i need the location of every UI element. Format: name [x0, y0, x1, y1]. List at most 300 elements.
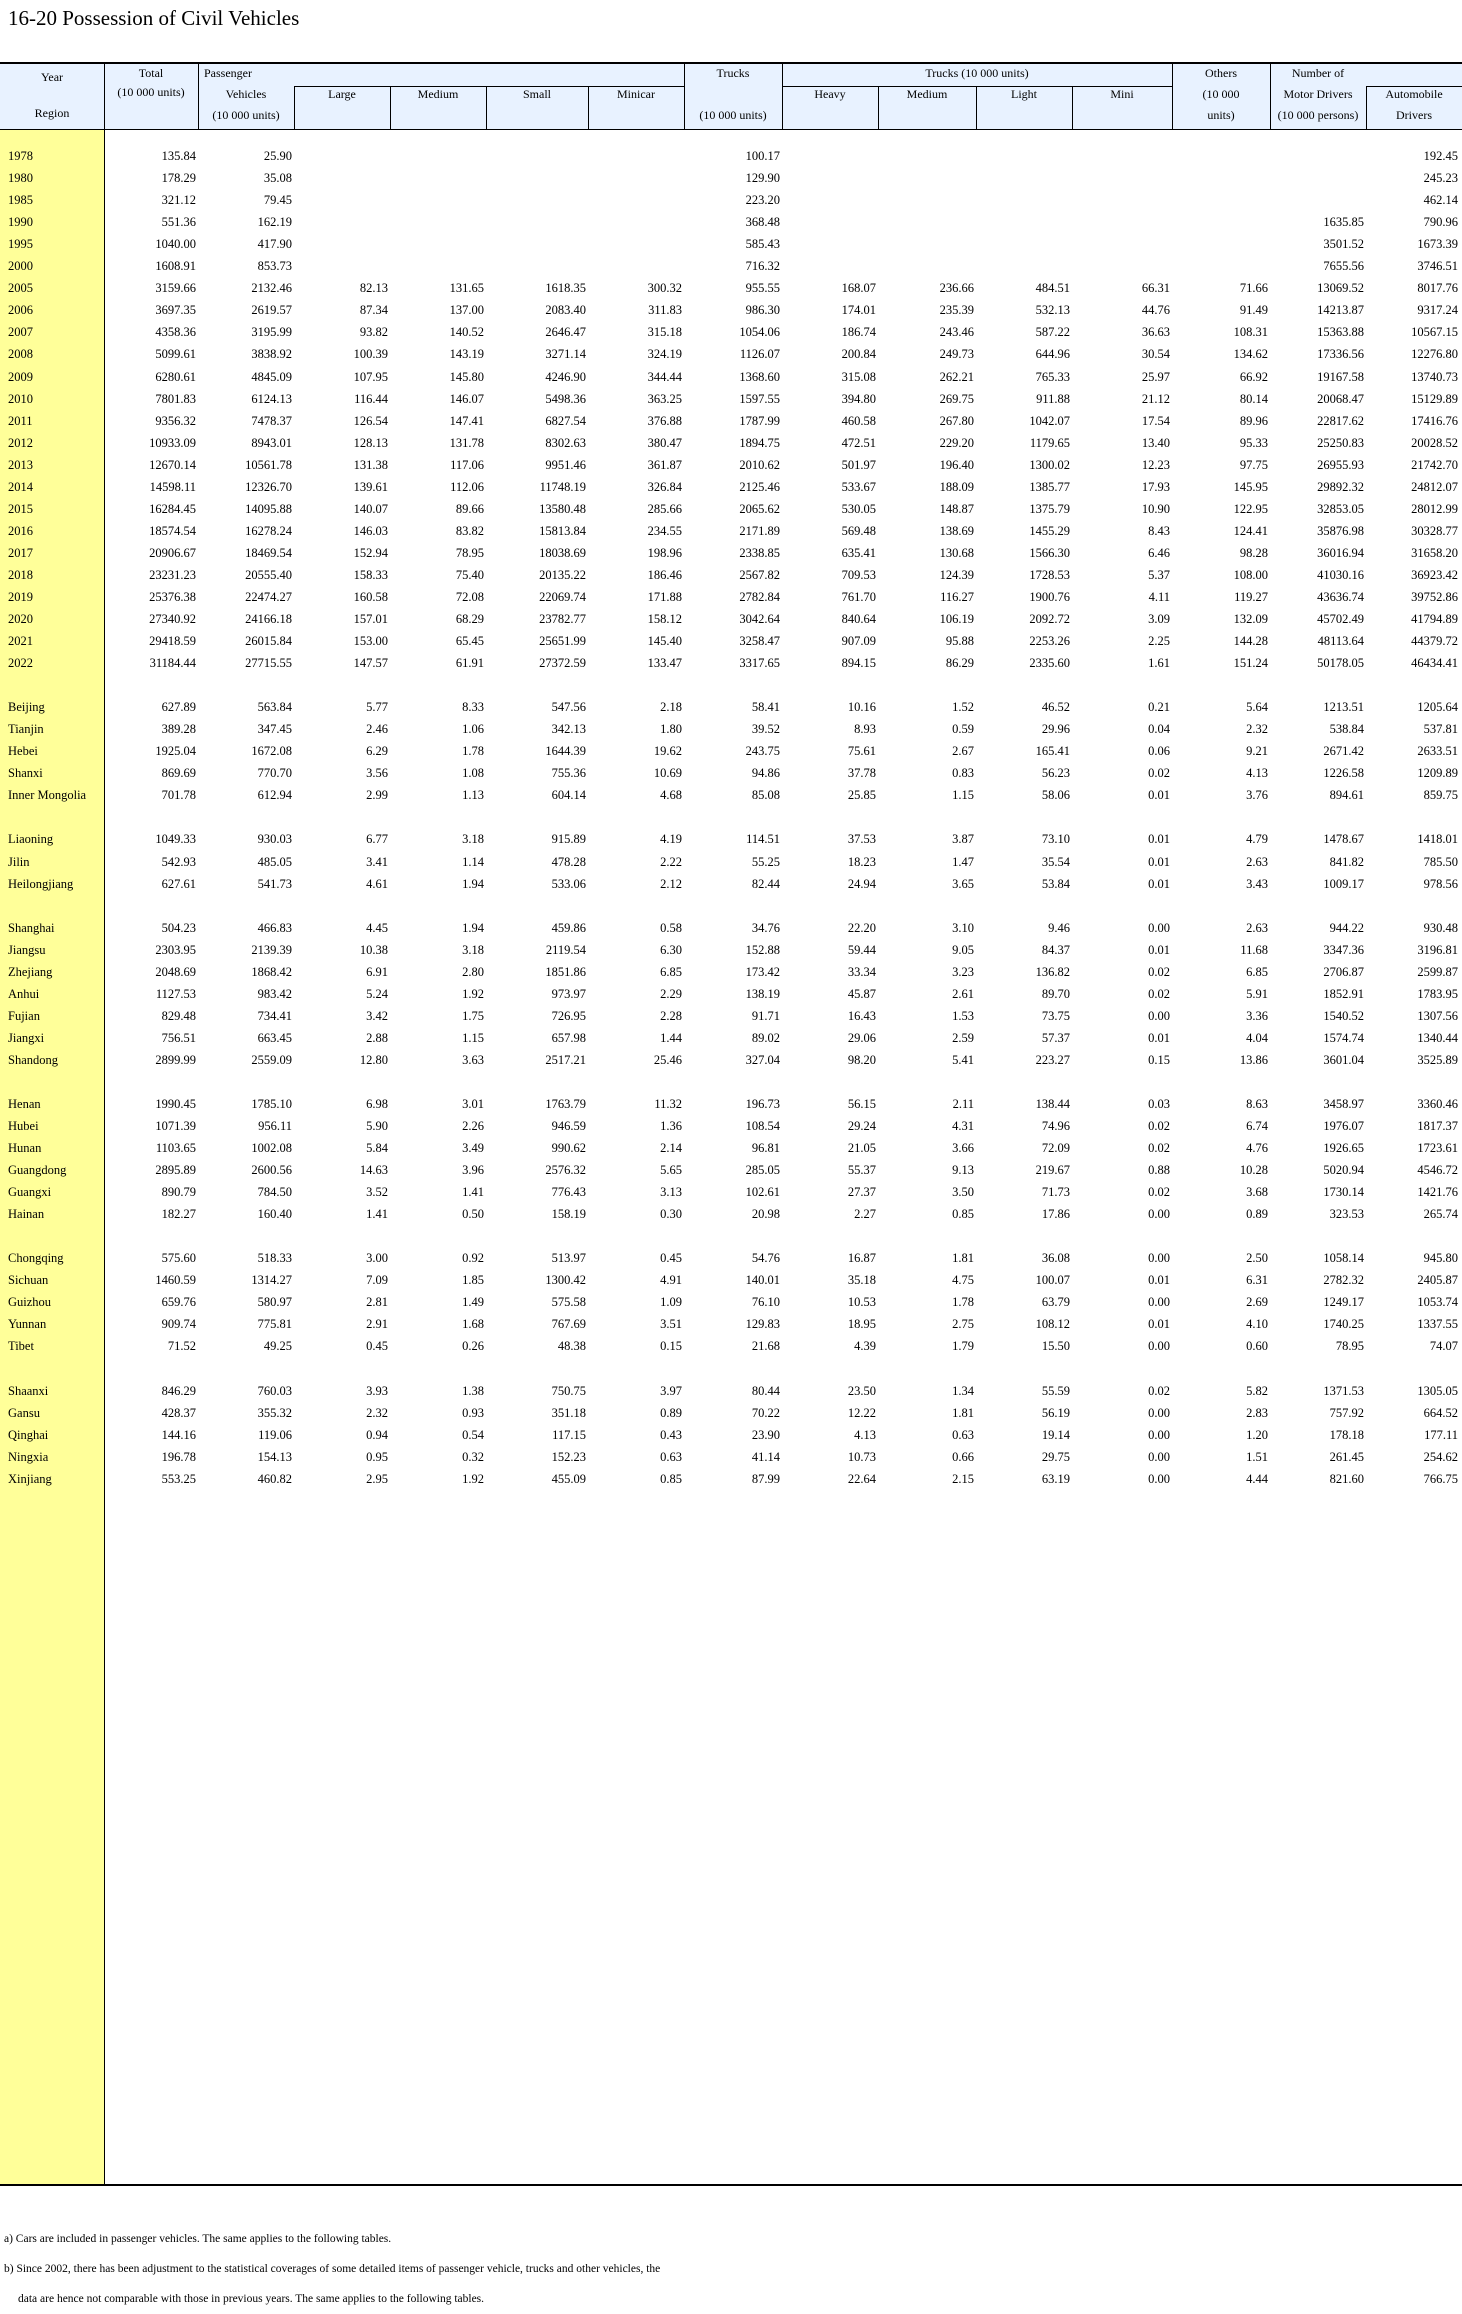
cell-trucks: 2782.84	[739, 590, 780, 604]
cell-small: 973.97	[551, 986, 586, 1001]
row-label: Shandong	[8, 1052, 58, 1067]
cell-automobile-drivers: 3746.51	[1417, 259, 1458, 274]
cell-mini: 8.43	[1148, 523, 1170, 538]
cell-light: 58.06	[1041, 788, 1070, 803]
cell-mini: 0.00	[1148, 1405, 1170, 1420]
cell-large: 14.63	[359, 1163, 388, 1178]
header-passenger-medium: Medium	[417, 87, 459, 101]
header-trucks-group: Trucks (10 000 units)	[925, 66, 1029, 80]
cell-motor-drivers: 5020.94	[1323, 1163, 1364, 1178]
cell-light: 532.13	[1035, 303, 1070, 318]
cell-heavy: 56.15	[847, 1096, 876, 1111]
cell-heavy: 2.27	[854, 1207, 876, 1222]
cell-large: 0.94	[366, 1427, 388, 1442]
header-bottom-border	[0, 129, 1462, 130]
cell-truck-medium: 0.83	[952, 766, 974, 781]
cell-minicar: 234.55	[647, 523, 682, 538]
cell-heavy: 75.61	[847, 744, 876, 759]
row-label: 2000	[8, 259, 33, 274]
cell-truck-medium: 9.13	[952, 1163, 974, 1178]
cell-others: 2.63	[1246, 854, 1268, 869]
cell-passenger: 485.05	[257, 854, 292, 869]
cell-mini: 0.01	[1148, 832, 1170, 847]
cell-medium: 0.93	[462, 1405, 484, 1420]
cell-passenger: 347.45	[257, 722, 292, 737]
cell-others: 2.83	[1246, 1405, 1268, 1420]
cell-others: 2.69	[1246, 1295, 1268, 1310]
cell-trucks: 2065.62	[739, 501, 780, 516]
cell-total: 575.60	[161, 1251, 196, 1266]
cell-automobile-drivers: 15129.89	[1411, 391, 1458, 406]
cell-others: 8.63	[1246, 1096, 1268, 1111]
cell-heavy: 10.53	[847, 1295, 876, 1310]
cell-automobile-drivers: 1673.39	[1417, 237, 1458, 252]
header-auto-drivers: Automobile	[1385, 87, 1443, 101]
cell-minicar: 315.18	[647, 325, 682, 340]
row-label: 2012	[8, 435, 33, 450]
cell-mini: 12.23	[1141, 457, 1170, 472]
cell-passenger: 784.50	[257, 1185, 292, 1200]
cell-truck-medium: 249.73	[939, 347, 974, 362]
row-label: Hainan	[8, 1207, 45, 1222]
cell-trucks: 1126.07	[739, 347, 780, 362]
cell-mini: 2.25	[1148, 634, 1170, 649]
cell-others: 132.09	[1233, 612, 1268, 627]
cell-others: 98.28	[1239, 545, 1268, 560]
cell-large: 157.01	[353, 612, 388, 627]
cell-medium: 1.38	[462, 1383, 484, 1398]
cell-heavy: 200.84	[841, 347, 876, 362]
cell-trucks: 87.99	[751, 1471, 780, 1486]
cell-small: 1851.86	[545, 964, 586, 979]
cell-truck-medium: 2.75	[952, 1317, 974, 1332]
cell-mini: 44.76	[1141, 303, 1170, 318]
cell-others: 13.86	[1239, 1052, 1268, 1067]
cell-trucks: 2338.85	[739, 545, 780, 560]
cell-automobile-drivers: 1205.64	[1417, 700, 1458, 715]
cell-passenger: 417.90	[257, 237, 292, 252]
cell-passenger: 20555.40	[245, 567, 292, 582]
header-motor-drivers: Motor Drivers	[1283, 87, 1353, 101]
cell-minicar: 326.84	[647, 479, 682, 494]
cell-minicar: 2.14	[660, 1141, 682, 1156]
cell-heavy: 25.85	[847, 788, 876, 803]
cell-medium: 1.13	[462, 788, 484, 803]
cell-passenger: 10561.78	[245, 457, 292, 472]
cell-passenger: 14095.88	[245, 501, 292, 516]
cell-mini: 0.02	[1148, 986, 1170, 1001]
cell-mini: 3.09	[1148, 612, 1170, 627]
cell-others: 108.31	[1233, 325, 1268, 340]
cell-heavy: 16.43	[847, 1008, 876, 1023]
cell-mini: 30.54	[1141, 347, 1170, 362]
cell-truck-medium: 3.66	[952, 1141, 974, 1156]
cell-motor-drivers: 20068.47	[1317, 391, 1364, 406]
cell-heavy: 37.53	[847, 832, 876, 847]
cell-minicar: 4.91	[660, 1273, 682, 1288]
cell-minicar: 4.68	[660, 788, 682, 803]
cell-medium: 68.29	[455, 612, 484, 627]
cell-minicar: 363.25	[647, 391, 682, 406]
cell-total: 321.12	[161, 193, 196, 208]
cell-others: 97.75	[1239, 457, 1268, 472]
cell-medium: 1.49	[462, 1295, 484, 1310]
cell-large: 147.57	[353, 656, 388, 671]
cell-others: 124.41	[1233, 523, 1268, 538]
cell-trucks: 2171.89	[739, 523, 780, 538]
cell-light: 17.86	[1041, 1207, 1070, 1222]
header-trucks-unit: (10 000 units)	[699, 108, 767, 122]
cell-automobile-drivers: 2633.51	[1417, 744, 1458, 759]
row-label: Qinghai	[8, 1427, 49, 1442]
cell-large: 0.45	[366, 1339, 388, 1354]
cell-large: 5.90	[366, 1119, 388, 1133]
cell-total: 551.36	[161, 215, 196, 230]
cell-large: 2.88	[366, 1030, 388, 1045]
cell-trucks: 955.55	[745, 281, 780, 296]
cell-total: 846.29	[161, 1383, 196, 1398]
cell-others: 2.32	[1246, 722, 1268, 737]
cell-large: 2.46	[366, 722, 388, 737]
cell-minicar: 0.43	[660, 1427, 682, 1442]
header-divider	[486, 86, 487, 130]
header-divider	[1172, 64, 1173, 130]
cell-minicar: 133.47	[647, 656, 682, 671]
cell-large: 153.00	[353, 634, 388, 649]
cell-automobile-drivers: 1305.05	[1417, 1383, 1458, 1398]
header-total-unit: (10 000 units)	[117, 85, 185, 99]
cell-light: 1455.29	[1029, 523, 1070, 538]
cell-trucks: 285.05	[745, 1163, 780, 1178]
cell-small: 946.59	[551, 1119, 586, 1133]
cell-medium: 3.49	[462, 1141, 484, 1156]
cell-heavy: 10.73	[847, 1449, 876, 1464]
cell-light: 108.12	[1035, 1317, 1070, 1332]
cell-truck-medium: 262.21	[939, 369, 974, 384]
cell-trucks: 223.20	[745, 193, 780, 208]
cell-automobile-drivers: 664.52	[1423, 1405, 1458, 1420]
cell-passenger: 580.97	[257, 1295, 292, 1310]
cell-trucks: 196.73	[745, 1096, 780, 1111]
cell-large: 1.41	[366, 1207, 388, 1222]
cell-large: 2.95	[366, 1471, 388, 1486]
cell-light: 484.51	[1035, 281, 1070, 296]
header-divider	[588, 86, 589, 130]
cell-total: 553.25	[161, 1471, 196, 1486]
cell-large: 5.84	[366, 1141, 388, 1156]
cell-motor-drivers: 2706.87	[1323, 964, 1364, 979]
cell-passenger: 26015.84	[245, 634, 292, 649]
cell-passenger: 8943.01	[251, 435, 292, 450]
cell-automobile-drivers: 8017.76	[1417, 281, 1458, 296]
cell-motor-drivers: 29892.32	[1317, 479, 1364, 494]
row-label: Zhejiang	[8, 964, 53, 979]
cell-large: 3.52	[366, 1185, 388, 1200]
cell-minicar: 19.62	[653, 744, 682, 759]
cell-total: 2895.89	[155, 1163, 196, 1178]
cell-motor-drivers: 48113.64	[1317, 634, 1364, 649]
cell-light: 223.27	[1035, 1052, 1070, 1067]
cell-motor-drivers: 3501.52	[1323, 237, 1364, 252]
cell-passenger: 775.81	[257, 1317, 292, 1332]
row-label: Hubei	[8, 1119, 39, 1133]
cell-total: 909.74	[161, 1317, 196, 1332]
cell-heavy: 16.87	[847, 1251, 876, 1266]
footnote-b: b) Since 2002, there has been adjustment to the statistical coverages of some detailed items of passenger vehicle, trucks and other vehicles, the	[4, 2263, 661, 2275]
cell-automobile-drivers: 766.75	[1423, 1471, 1458, 1486]
cell-trucks: 173.42	[745, 964, 780, 979]
table-row	[0, 1044, 1462, 1076]
cell-motor-drivers: 1730.14	[1323, 1185, 1364, 1200]
cell-truck-medium: 116.27	[940, 590, 974, 604]
cell-medium: 131.65	[449, 281, 484, 296]
cell-total: 1990.45	[155, 1096, 196, 1111]
cell-trucks: 55.25	[751, 854, 780, 869]
cell-total: 6280.61	[155, 369, 196, 384]
cell-small: 117.15	[552, 1427, 586, 1442]
cell-light: 1728.53	[1029, 567, 1070, 582]
row-label: Xinjiang	[8, 1471, 52, 1486]
cell-minicar: 285.66	[647, 501, 682, 516]
cell-total: 659.76	[161, 1295, 196, 1310]
cell-total: 10933.09	[149, 435, 196, 450]
cell-minicar: 1.44	[660, 1030, 682, 1045]
cell-mini: 0.00	[1148, 1207, 1170, 1222]
cell-total: 428.37	[161, 1405, 196, 1420]
cell-truck-medium: 188.09	[939, 479, 974, 494]
cell-others: 71.66	[1239, 281, 1268, 296]
cell-total: 71.52	[167, 1339, 196, 1354]
cell-passenger: 162.19	[257, 215, 292, 230]
cell-heavy: 460.58	[841, 413, 876, 428]
cell-passenger: 760.03	[257, 1383, 292, 1398]
cell-large: 160.58	[353, 590, 388, 604]
cell-light: 1900.76	[1029, 590, 1070, 604]
cell-total: 2303.95	[155, 942, 196, 957]
cell-minicar: 0.85	[660, 1471, 682, 1486]
cell-mini: 25.97	[1141, 369, 1170, 384]
cell-others: 9.21	[1246, 744, 1268, 759]
cell-passenger: 2139.39	[251, 942, 292, 957]
cell-motor-drivers: 323.53	[1329, 1207, 1364, 1222]
cell-total: 14598.11	[149, 479, 196, 494]
header-trucks-light: Light	[1011, 87, 1037, 101]
cell-passenger: 3195.99	[251, 325, 292, 340]
cell-truck-medium: 1.53	[952, 1008, 974, 1023]
cell-trucks: 23.90	[751, 1427, 780, 1442]
cell-trucks: 585.43	[745, 237, 780, 252]
cell-passenger: 1868.42	[251, 964, 292, 979]
cell-motor-drivers: 1740.25	[1323, 1317, 1364, 1332]
cell-total: 1040.00	[155, 237, 196, 252]
cell-medium: 3.01	[462, 1096, 484, 1111]
cell-minicar: 0.15	[660, 1339, 682, 1354]
cell-mini: 0.01	[1148, 1273, 1170, 1288]
cell-automobile-drivers: 790.96	[1423, 215, 1458, 230]
cell-passenger: 24166.18	[245, 612, 292, 627]
cell-passenger: 6124.13	[251, 391, 292, 406]
cell-light: 765.33	[1035, 369, 1070, 384]
cell-mini: 10.90	[1141, 501, 1170, 516]
cell-passenger: 3838.92	[251, 347, 292, 362]
cell-large: 3.93	[366, 1383, 388, 1398]
cell-small: 4246.90	[545, 369, 586, 384]
header-passenger-minicar: Minicar	[617, 87, 655, 101]
cell-light: 644.96	[1035, 347, 1070, 362]
cell-automobile-drivers: 9317.24	[1417, 303, 1458, 318]
cell-others: 3.36	[1246, 1008, 1268, 1023]
cell-automobile-drivers: 537.81	[1423, 722, 1458, 737]
cell-motor-drivers: 3347.36	[1323, 942, 1364, 957]
cell-small: 158.19	[551, 1207, 586, 1222]
header-passenger-small: Small	[522, 87, 551, 101]
cell-light: 1566.30	[1029, 545, 1070, 560]
header-divider	[1270, 64, 1271, 130]
cell-passenger: 35.08	[263, 171, 292, 186]
cell-total: 25376.38	[149, 590, 196, 604]
cell-mini: 0.02	[1148, 1185, 1170, 1200]
cell-trucks: 2010.62	[739, 457, 780, 472]
cell-minicar: 344.44	[647, 369, 682, 384]
cell-passenger: 541.73	[257, 876, 292, 891]
header-total: Total	[138, 66, 164, 80]
cell-others: 2.50	[1246, 1251, 1268, 1266]
cell-motor-drivers: 538.84	[1329, 722, 1364, 737]
cell-small: 27372.59	[539, 656, 586, 671]
cell-total: 542.93	[161, 854, 196, 869]
cell-light: 9.46	[1048, 920, 1070, 935]
cell-heavy: 22.20	[847, 920, 876, 935]
cell-total: 627.89	[161, 700, 196, 715]
cell-large: 128.13	[353, 435, 388, 450]
cell-motor-drivers: 15363.88	[1317, 325, 1364, 340]
cell-light: 29.96	[1041, 722, 1070, 737]
cell-light: 84.37	[1041, 942, 1070, 957]
row-label: 2021	[8, 634, 33, 649]
cell-total: 869.69	[161, 766, 196, 781]
cell-heavy: 4.39	[854, 1339, 876, 1354]
cell-others: 0.60	[1246, 1339, 1268, 1354]
cell-medium: 146.07	[449, 391, 484, 406]
cell-heavy: 55.37	[847, 1163, 876, 1178]
cell-light: 2253.26	[1029, 634, 1070, 649]
cell-others: 145.95	[1233, 479, 1268, 494]
cell-light: 2092.72	[1029, 612, 1070, 627]
cell-medium: 61.91	[455, 656, 484, 671]
cell-light: 71.73	[1041, 1185, 1070, 1200]
row-label: 2005	[8, 281, 33, 296]
cell-automobile-drivers: 1209.89	[1417, 766, 1458, 781]
cell-small: 13580.48	[539, 501, 586, 516]
cell-mini: 0.01	[1148, 1030, 1170, 1045]
cell-motor-drivers: 78.95	[1335, 1339, 1364, 1354]
cell-automobile-drivers: 1817.37	[1417, 1119, 1458, 1133]
cell-heavy: 168.07	[841, 281, 876, 296]
row-label: Henan	[8, 1096, 41, 1111]
cell-motor-drivers: 894.61	[1329, 788, 1364, 803]
cell-heavy: 35.18	[847, 1273, 876, 1288]
cell-large: 126.54	[353, 413, 388, 428]
header-passenger-2: Vehicles	[225, 87, 267, 101]
row-label: 1985	[8, 193, 33, 208]
row-label: 2015	[8, 501, 33, 516]
cell-mini: 0.02	[1148, 1141, 1170, 1156]
cell-trucks: 129.83	[745, 1317, 780, 1332]
cell-truck-medium: 106.19	[939, 612, 974, 627]
cell-trucks: 716.32	[745, 259, 780, 274]
cell-large: 139.61	[353, 479, 388, 494]
cell-truck-medium: 86.29	[945, 656, 974, 671]
cell-trucks: 1597.55	[739, 391, 780, 406]
header-divider	[198, 64, 199, 130]
cell-truck-medium: 0.66	[952, 1449, 974, 1464]
cell-heavy: 894.15	[841, 656, 876, 671]
cell-trucks: 80.44	[751, 1383, 780, 1398]
row-label: Jiangxi	[8, 1030, 45, 1045]
cell-automobile-drivers: 4546.72	[1417, 1163, 1458, 1178]
cell-motor-drivers: 13069.52	[1317, 281, 1364, 296]
cell-light: 19.14	[1041, 1427, 1070, 1442]
header-trucks-heavy: Heavy	[814, 87, 846, 101]
cell-mini: 0.00	[1148, 1427, 1170, 1442]
cell-large: 152.94	[353, 545, 388, 560]
cell-minicar: 300.32	[647, 281, 682, 296]
header-others: Others	[1205, 66, 1237, 80]
header-trucks: Trucks	[716, 66, 750, 80]
cell-light: 165.41	[1035, 744, 1070, 759]
cell-mini: 0.02	[1148, 1119, 1170, 1133]
cell-large: 12.80	[359, 1052, 388, 1067]
cell-passenger: 612.94	[257, 788, 292, 803]
cell-others: 119.27	[1234, 590, 1268, 604]
cell-light: 35.54	[1041, 854, 1070, 869]
cell-truck-medium: 1.47	[952, 854, 974, 869]
cell-passenger: 160.40	[257, 1207, 292, 1222]
cell-passenger: 49.25	[263, 1339, 292, 1354]
row-label: 2008	[8, 347, 33, 362]
cell-truck-medium: 1.52	[952, 700, 974, 715]
cell-total: 1608.91	[155, 259, 196, 274]
cell-small: 547.56	[551, 700, 586, 715]
header-drivers: Number of	[1291, 66, 1345, 80]
row-label: Inner Mongolia	[8, 788, 87, 803]
cell-small: 657.98	[551, 1030, 586, 1045]
cell-automobile-drivers: 1723.61	[1417, 1141, 1458, 1156]
cell-small: 1618.35	[545, 281, 586, 296]
cell-heavy: 23.50	[847, 1383, 876, 1398]
cell-automobile-drivers: 1053.74	[1417, 1295, 1458, 1310]
cell-trucks: 368.48	[745, 215, 780, 230]
cell-automobile-drivers: 17416.76	[1411, 413, 1458, 428]
cell-trucks: 327.04	[745, 1052, 780, 1067]
cell-others: 108.00	[1233, 567, 1268, 582]
cell-automobile-drivers: 41794.89	[1411, 612, 1458, 627]
cell-motor-drivers: 2671.42	[1323, 744, 1364, 759]
cell-heavy: 840.64	[841, 612, 876, 627]
cell-automobile-drivers: 192.45	[1423, 149, 1458, 163]
row-label: Anhui	[8, 986, 40, 1001]
cell-automobile-drivers: 254.62	[1423, 1449, 1458, 1464]
cell-minicar: 361.87	[647, 457, 682, 472]
cell-small: 915.89	[551, 832, 586, 847]
row-label: Sichuan	[8, 1273, 49, 1288]
cell-motor-drivers: 14213.87	[1317, 303, 1364, 318]
cell-light: 15.50	[1041, 1339, 1070, 1354]
cell-automobile-drivers: 978.56	[1423, 876, 1458, 891]
cell-heavy: 761.70	[841, 590, 876, 604]
cell-mini: 17.54	[1141, 413, 1170, 428]
cell-large: 3.00	[366, 1251, 388, 1266]
